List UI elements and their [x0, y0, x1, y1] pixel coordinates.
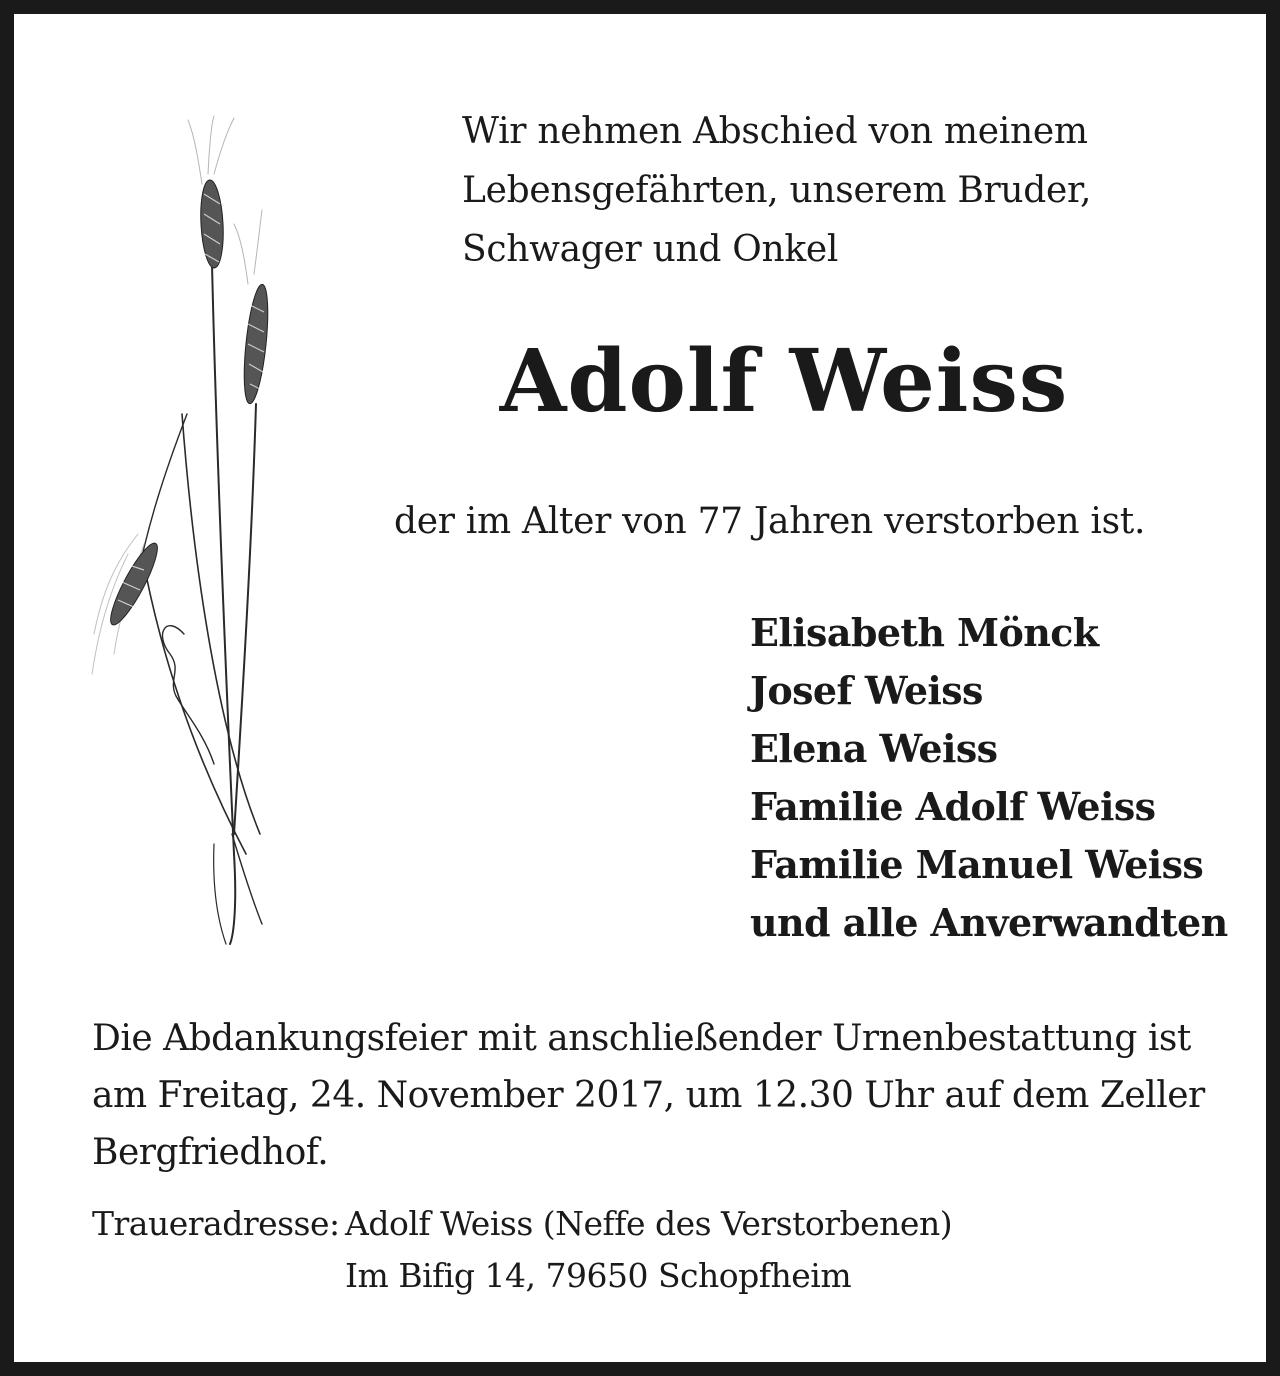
ceremony-text — [92, 1010, 1232, 1181]
mourners-list — [750, 604, 1270, 952]
address-label: Traueradresse: — [92, 1204, 340, 1243]
ceremony-line: Bergfriedhof. — [92, 1132, 329, 1173]
mourner-name: Familie Adolf Weiss — [750, 784, 1156, 829]
ceremony-line: Die Abdankungsfeier mit anschließender Urnenbestattung ist — [92, 1018, 1191, 1059]
deceased-name: Adolf Weiss — [499, 331, 1069, 432]
age-line: der im Alter von 77 Jahren verstorben ist. — [394, 501, 1146, 542]
mourner-name: Elisabeth Mönck — [750, 610, 1099, 655]
wheat-ears-icon — [84, 114, 294, 954]
mourner-name: Josef Weiss — [750, 668, 983, 713]
mourning-address — [92, 1198, 1232, 1302]
mourner-name: Elena Weiss — [750, 726, 998, 771]
intro-line: Lebensgefährten, unserem Bruder, — [462, 170, 1092, 211]
mourner-name: Familie Manuel Weiss — [750, 842, 1204, 887]
ceremony-line: am Freitag, 24. November 2017, um 12.30 Uhr auf dem Zeller — [92, 1075, 1205, 1116]
address-line-1: Adolf Weiss (Neffe des Verstorbenen) — [345, 1204, 953, 1243]
mourner-name: und alle Anverwandten — [750, 900, 1228, 945]
intro-text — [462, 102, 1242, 279]
address-line-2: Im Bifig 14, 79650 Schopfheim — [345, 1256, 852, 1295]
intro-line: Wir nehmen Abschied von meinem — [462, 111, 1088, 152]
intro-line: Schwager und Onkel — [462, 229, 839, 270]
